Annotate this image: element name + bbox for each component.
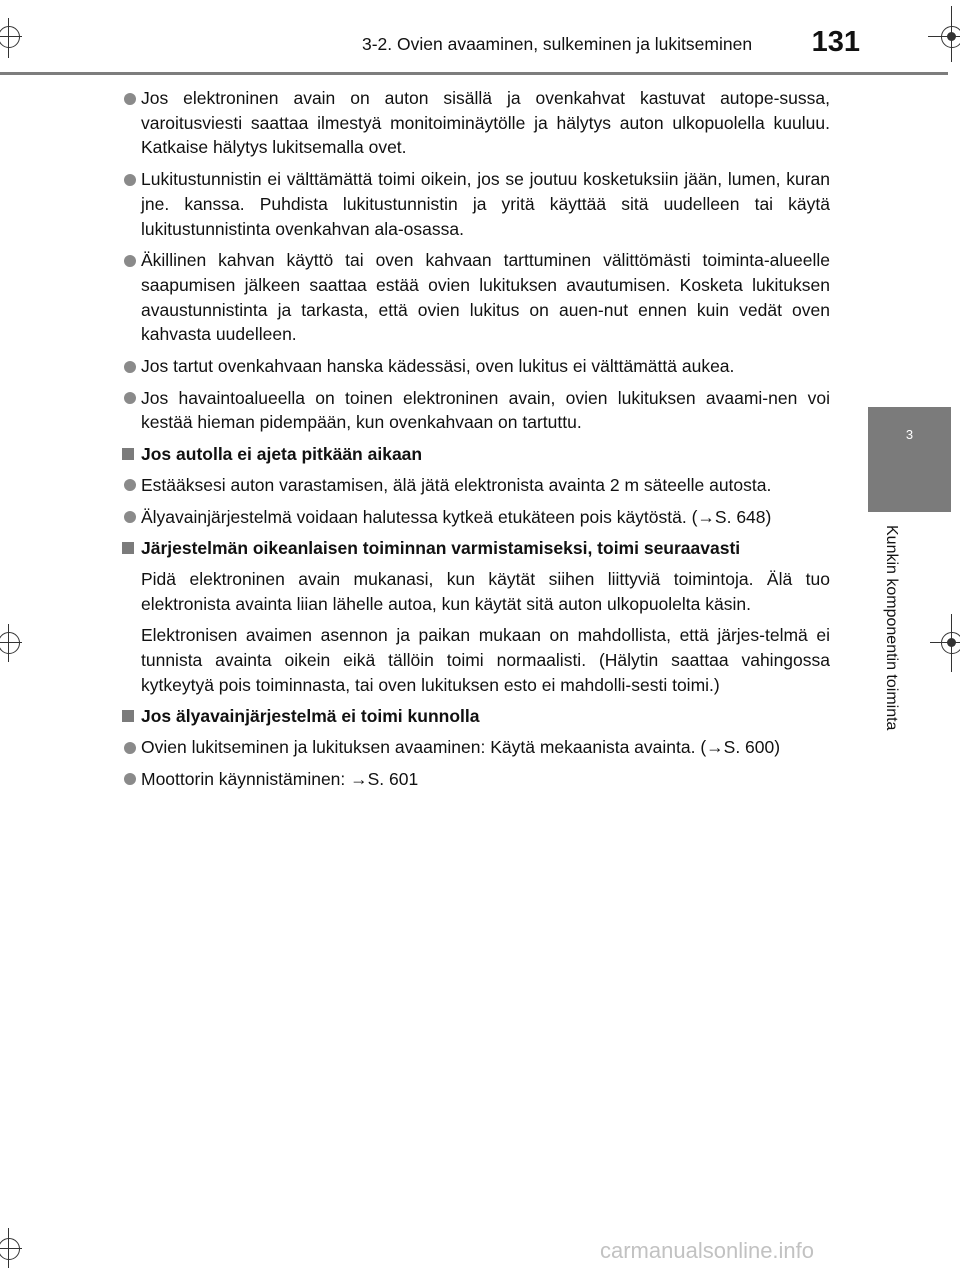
bullet-dot-icon [124,511,136,523]
square-bullet-icon [122,710,134,722]
bullet-dot-icon [124,255,136,267]
paragraph: Pidä elektroninen avain mukanasi, kun käytät siihen liittyviä toimintoja. Älä tuo elektronista avainta liian lähelle autoa, kun käytät sitä auton ulkopuolelta käsin. [141,568,830,614]
bullet-item: Jos tartut ovenkahvaan hanska kädessäsi, oven lukitus ei välttämättä aukea. [118,354,830,379]
bullet-item: Jos elektroninen avain on auton sisällä ja ovenkahvat kastuvat autope-sussa, varoitusviesti saattaa ilmestyä monitoiminäytölle ja hälytys auton ulkopuolella kuuluu. Katkaise hälytys lukitsemalla ovet. [118,86,830,160]
chapter-label-text: Kunkin komponentin toiminta [883,525,900,731]
bullet-item: Jos havaintoalueella on toinen elektroninen avain, ovien lukituksen avaami-nen voi kestää hieman pidempään, kun ovenkahvaan on tartuttu. [118,386,830,435]
watermark: carmanualsonline.info [600,1238,815,1263]
bullet-item: Äkillinen kahvan käyttö tai oven kahvaan tarttuminen välittömästi toiminta-alueelle saapumisen jälkeen saattaa estää ovien lukituksen avautumisen. Kosketa lukituksen avaustunnistinta ja tarkasta, että ovien lukitus on auen-nut ennen kuin vedät oven kahvasta uudelleen. [118,248,830,347]
chapter-number: 3 [905,427,914,442]
bullet-dot-icon [124,773,136,785]
bullet-dot-icon [124,742,136,754]
paragraph: Elektronisen avaimen asennon ja paikan mukaan on mahdollista, että järjes-telmä ei tunnista avainta oikein eikä tällöin toimi normaalisti. (Hälytin saattaa vahingossa kytkeytyä pois toiminnasta, tai oven lukituksen esto ei mahdolli-sesti toimi.) [141,625,830,695]
bullet-item: Ovien lukitseminen ja lukituksen avaaminen: Käytä mekaanista avainta. (→S. 600) [118,735,830,760]
page-content [118,86,830,799]
bullet-item: Lukitustunnistin ei välttämättä toimi oikein, jos se joutuu kosketuksiin jään, lumen, kuran jne. kanssa. Puhdista lukitustunnistin ja yritä käyttää sitä uudelleen tai käytä lukitustunnistinta ovenkahvan ala-osassa. [118,167,830,241]
bullet-dot-icon [124,361,136,373]
section-heading: Jos autolla ei ajeta pitkään aikaan [118,442,830,467]
bullet-item: Älyavainjärjestelmä voidaan halutessa kytkeä etukäteen pois käytöstä. (→S. 648) [118,505,830,530]
section-heading: Jos älyavainjärjestelmä ei toimi kunnolla [118,704,830,729]
header-rule [0,72,948,75]
chapter-label [880,525,904,755]
chapter-tab [868,407,951,512]
page-number: 131 [811,26,860,58]
bullet-dot-icon [124,174,136,186]
section-heading: Järjestelmän oikeanlaisen toiminnan varmistamiseksi, toimi seuraavasti [118,536,830,561]
bullet-dot-icon [124,93,136,105]
bullet-item: Moottorin käynnistäminen: →S. 601 [118,767,830,792]
square-bullet-icon [122,448,134,460]
square-bullet-icon [122,542,134,554]
running-header: 3-2. Ovien avaaminen, sulkeminen ja lukitseminen [362,34,753,54]
bullet-dot-icon [124,392,136,404]
bullet-dot-icon [124,479,136,491]
bullet-item: Estääksesi auton varastamisen, älä jätä elektronista avainta 2 m säteelle autosta. [118,473,830,498]
